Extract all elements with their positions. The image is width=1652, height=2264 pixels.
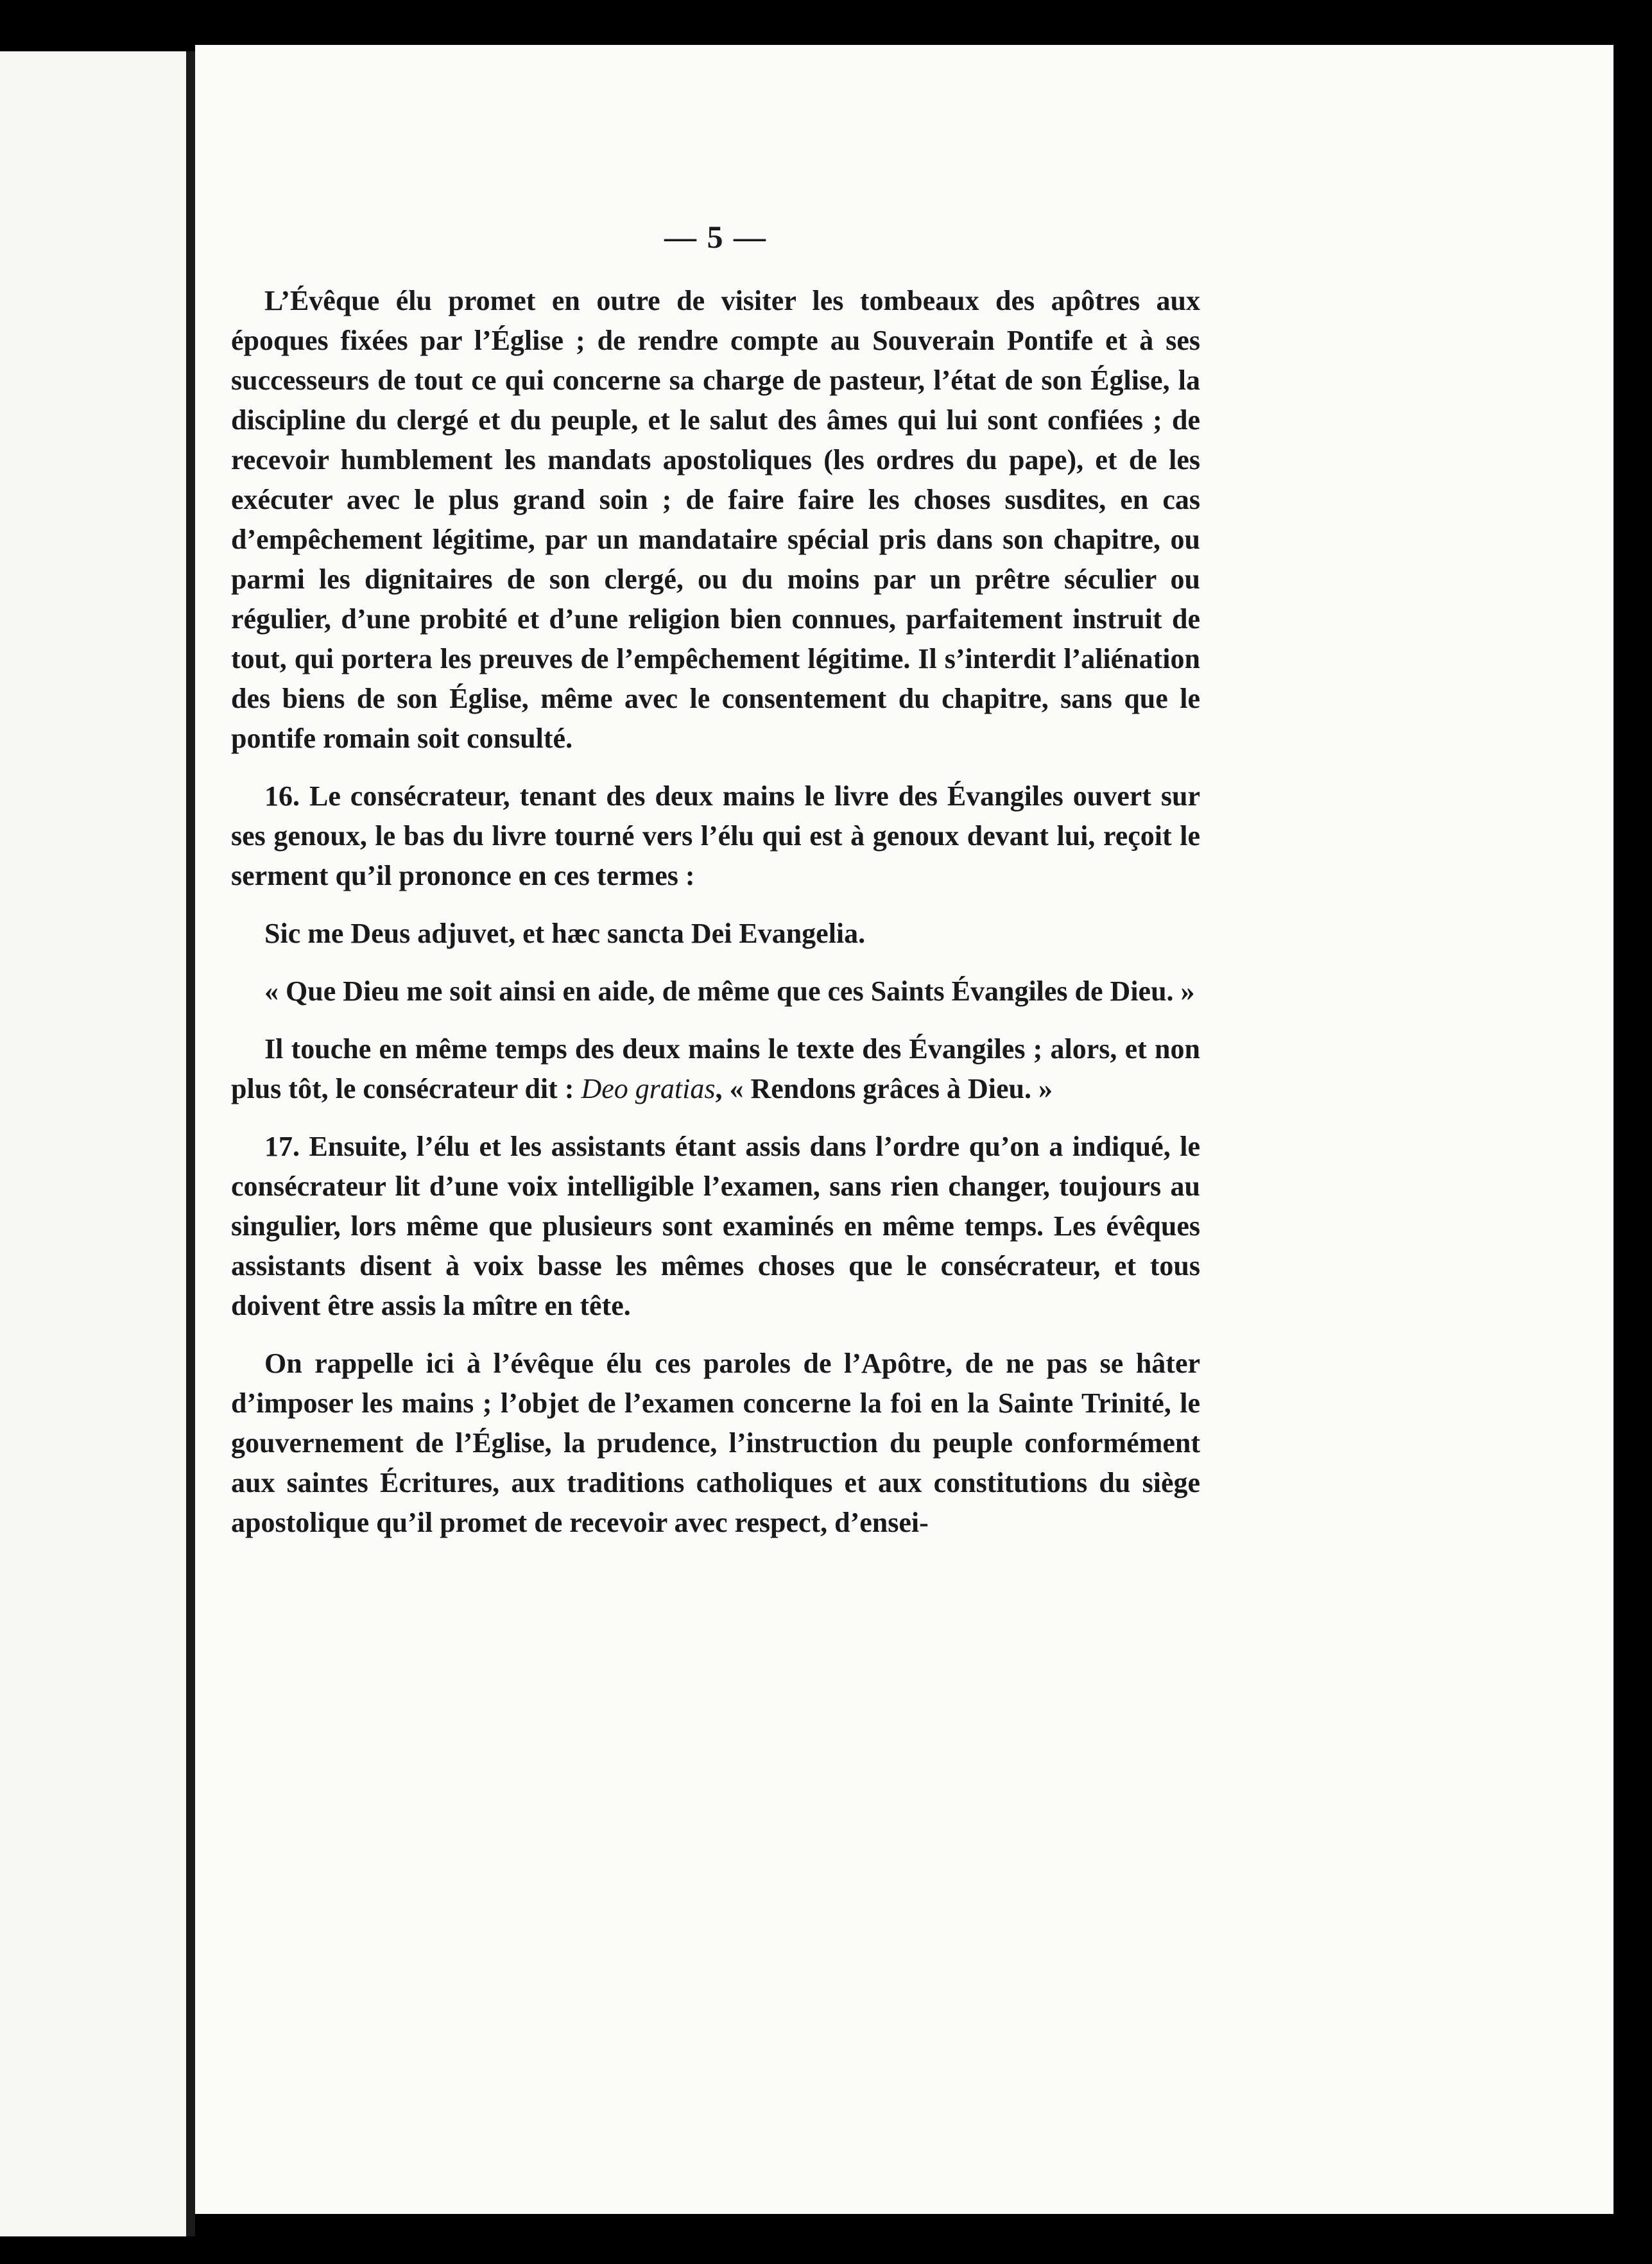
page-number: — 5 — xyxy=(664,219,767,255)
left-page-edge xyxy=(0,51,186,2236)
deo-gratias-text-after: , « Rendons grâces à Dieu. » xyxy=(715,1073,1053,1104)
deo-gratias-italic: Deo gratias xyxy=(581,1073,716,1104)
deo-gratias-text-before: Il touche en même temps des deux mains le texte des Évangiles ; alors, et non plus tôt, le consécrateur dit : xyxy=(231,1033,1200,1104)
paragraph-latin-oath: Sic me Deus adjuvet, et hæc sancta Dei Evangelia. xyxy=(264,918,866,949)
page-text xyxy=(231,218,1200,1561)
paragraph-17: 17. Ensuite, l’élu et les assistants étant assis dans l’ordre qu’on a indiqué, le consécrateur lit d’une voix intelligible l’examen, sans rien changer, toujours au singulier, lors même que plusieurs sont examinés en même temps. Les évêques assistants disent à voix basse les mêmes choses que le consécrateur, et tous doivent être assis la mître en tête. xyxy=(231,1131,1200,1321)
paragraph-deo-gratias xyxy=(231,1029,1200,1109)
paragraph-examen: On rappelle ici à l’évêque élu ces paroles de l’Apôtre, de ne pas se hâter d’imposer les mains ; l’objet de l’examen concerne la foi en la Sainte Trinité, le gouvernement de l’Église, la prudence, l’instruction du peuple conformément aux saintes Écritures, aux traditions catholiques et aux constitutions du siège apostolique qu’il promet de recevoir avec respect, d’ensei- xyxy=(231,1348,1200,1538)
paragraph-16: 16. Le consécrateur, tenant des deux mains le livre des Évangiles ouvert sur ses genoux, le bas du livre tourné vers l’élu qui est à genoux devant lui, reçoit le serment qu’il prononce en ces termes : xyxy=(231,780,1200,891)
paragraph-oath-translation: « Que Dieu me soit ainsi en aide, de même que ces Saints Évangiles de Dieu. » xyxy=(264,975,1195,1007)
book-gutter xyxy=(186,51,195,2236)
paragraph-1: L’Évêque élu promet en outre de visiter les tombeaux des apôtres aux époques fixées par l’Église ; de rendre compte au Souverain Pontife et à ses successeurs de tout ce qui concerne sa charge de pasteur, l’état de son Église, la discipline du clergé et du peuple, et le salut des âmes qui lui sont confiées ; de recevoir humblement les mandats apostoliques (les ordres du pape), et de les exécuter avec le plus grand soin ; de faire faire les choses susdites, en cas d’empêchement légitime, par un mandataire spécial pris dans son chapitre, ou parmi les dignitaires de son clergé, ou du moins par un prêtre séculier ou régulier, d’une probité et d’une religion bien connues, parfaitement instruit de tout, qui portera les preuves de l’empêchement légitime. Il s’interdit l’aliénation des biens de son Église, même avec le consentement du chapitre, sans que le pontife romain soit consulté. xyxy=(231,285,1200,754)
